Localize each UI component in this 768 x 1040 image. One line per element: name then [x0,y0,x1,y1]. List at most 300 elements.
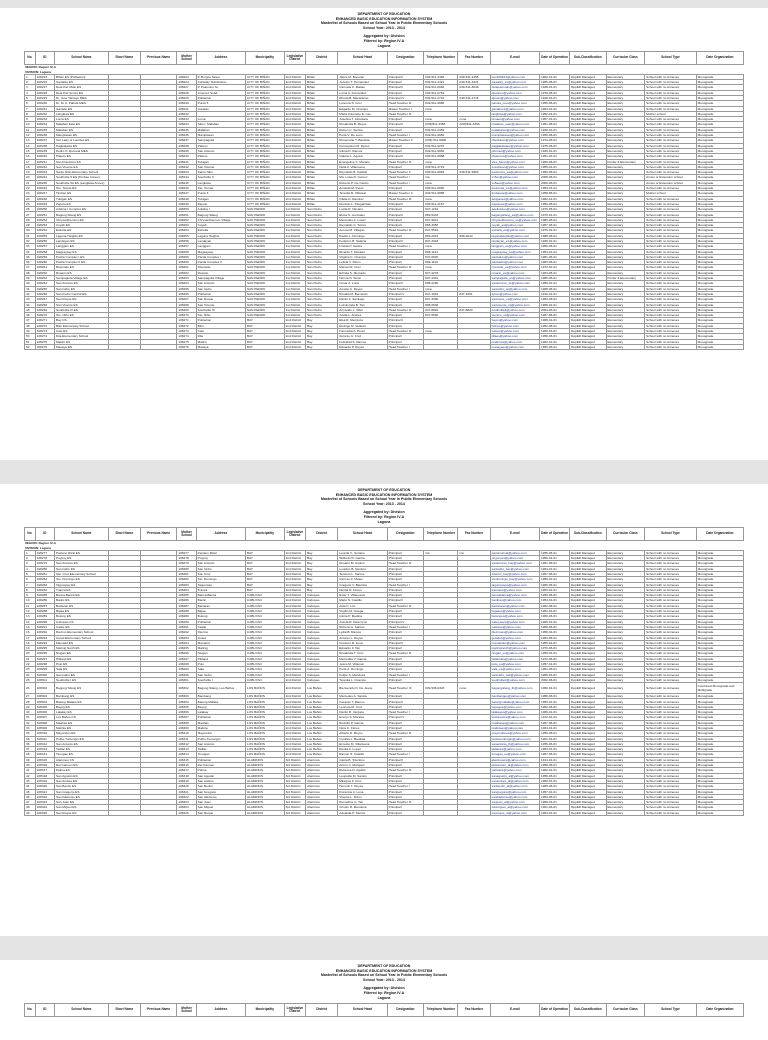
table-cell: 2nd District [284,339,305,344]
table-cell: Principal I [387,794,423,799]
table-cell: Elementary [606,598,645,603]
table-cell: 808-2290 [424,281,458,286]
table-cell: 1st District [284,212,305,217]
table-cell: 108290 [177,619,196,624]
table-cell: adelina1es@yahoo.com [490,207,539,212]
table-cell: SAN PEDRO [246,265,285,270]
table-cell: sfes_binan@yahoo.com [490,159,539,164]
table-cell: School with no Annexes [645,566,697,571]
table-cell: School with no Annexes [645,207,697,212]
table-cell: San Roque ES [55,297,109,302]
table-cell: P. Palomino St. [196,85,245,90]
table-cell: DepED Managed [570,318,606,323]
table-cell: Elementary [606,736,645,741]
table-cell: Palma [196,768,245,773]
table-cell: DepED Managed [570,159,606,164]
table-cell: DepED Managed [570,170,606,175]
table-cell: Cabuyao [306,661,338,666]
table-cell: Southville 5 [196,175,245,180]
table-cell: 108245 [35,180,54,185]
table-cell: Leonila C. Soriano [338,550,387,555]
table-cell: 1970-06-01 [540,646,570,651]
table-cell: School with no Annexes [645,609,697,614]
table-cell: DepED Managed [570,593,606,598]
table-cell: 2nd District [284,170,305,175]
table-cell: School with no Annexes [645,106,697,111]
column-header: School Name [55,528,109,541]
table-cell: Bay CS [55,318,109,323]
table-cell: Evangeline C. Manalo [338,159,387,164]
table-cell: masayaes@yahoo.com [490,344,539,349]
table-cell: Principal II [387,154,423,159]
column-header: Fax Number [458,52,490,65]
table-cell: Monograde [696,794,743,799]
table-cell: 108258 [177,249,196,254]
table-cell: 2nd District [284,101,305,106]
table-cell: 108263 [177,276,196,281]
table-cell: 108227 [35,85,54,90]
table-cell: Maahas [196,720,245,725]
table-cell: Monograde [696,201,743,206]
table-cell: School with no Annexes [645,334,697,339]
table-cell: Elementary [606,281,645,286]
table-cell: Monograde [696,789,743,794]
table-cell: Elementary [606,789,645,794]
table-cell: Mayondon ES [55,731,109,736]
table-cell: Los Baños [306,741,338,746]
table-cell: Elementary [606,117,645,122]
table-cell: School with no Annexes [645,233,697,238]
table-cell: San Miguel [196,805,245,810]
table-cell: bagongsilang_es@yahoo.com [490,212,539,217]
table-cell: Cabuyao [306,630,338,635]
table-cell: Magsaysay ES [55,249,109,254]
table-cell: 1968-06-01 [540,624,570,629]
table-cell: 51 [25,339,36,344]
table-cell: Los Baños [306,752,338,757]
table-cell: DepED Managed [570,619,606,624]
table-cell: Banca-Banca ES [55,593,109,598]
table-cell: Monograde [696,699,743,704]
table-cell: Monograde [696,117,743,122]
table-cell: CITY OF BIÑAN [246,191,285,196]
table-cell: School with no Annexes [645,254,697,259]
table-cell: Danilo R. Vergara [338,710,387,715]
table-cell: San Agustin ES [55,773,109,778]
table-cell: Monograde [696,778,743,783]
table-cell: DepED Managed [570,646,606,651]
table-cell: Dila Elementary School [55,334,109,339]
table-cell: 108260 [35,260,54,265]
table-cell: Biñan [306,196,338,201]
table-cell: 1st District [284,249,305,254]
table-cell: 108308 [177,720,196,725]
table-cell: Rosalia M. Bernardo [338,291,387,296]
table-cell: DepED Managed [570,587,606,592]
table-cell: 108253 [35,223,54,228]
table-cell: San Antonio [196,741,245,746]
table-cell: Monograde [696,223,743,228]
table-cell: Monograde [696,741,743,746]
table-cell: 1961-01-01 [540,736,570,741]
table-cell: Our Lady of Lourdes ES [55,138,109,143]
table-cell: 1960-06-01 [540,159,570,164]
table-cell: Monograde [696,784,743,789]
table-cell: 049-511-9984 [424,148,458,153]
filter-line: Filtered by: Region IV-A [363,990,405,995]
table-cell: 108307 [177,715,196,720]
table-cell: Principal I [387,667,423,672]
table-cell: School with no Annexes [645,159,697,164]
table-cell: 47 [25,318,36,323]
table-cell: 18 [25,164,36,169]
table-cell: LOS BAÑOS [246,699,285,704]
table-cell: Elsa R. Mendoza [338,318,387,323]
table-cell: 108284 [177,587,196,592]
table-cell: Dela Paz Annex ES [55,90,109,95]
table-cell: School with no Annexes [645,302,697,307]
table-cell: 049-511-8048 [424,85,458,90]
table-cell: Elementary [606,710,645,715]
table-cell: School with no Annexes [645,318,697,323]
table-row [25,683,744,694]
table-cell: malintaes@yahoo.com [490,725,539,730]
table-cell: CABUYAO [246,630,285,635]
table-cell: Elementary [606,133,645,138]
table-cell: 2nd District [284,334,305,339]
table-cell: Principal II [387,281,423,286]
table-cell: 3rd District [284,805,305,810]
table-cell: DepED Managed [570,106,606,111]
table-cell: tubiganes@yahoo.com [490,196,539,201]
table-cell: Biñan [306,95,338,100]
table-cell: 108280 [35,566,54,571]
table-cell: 14 [25,619,36,624]
table-cell: Vicente L. Dizon [338,794,387,799]
table-cell: niugan_es@yahoo.com [490,651,539,656]
table-cell: 108229 [177,95,196,100]
table-cell: 108268 [35,302,54,307]
table-cell: 108268 [177,302,196,307]
table-cell: ALAMINOS [246,800,285,805]
table-cell: Los Baños [306,710,338,715]
table-cell: 108299 [35,667,54,672]
table-cell: baclaranes@yahoo.com [490,603,539,608]
table-cell: Elementary [606,556,645,561]
table-cell: 1978-06-01 [540,90,570,95]
table-cell: DepED Managed [570,307,606,312]
table-cell: 108288 [35,609,54,614]
table-cell: 108239 [35,148,54,153]
table-cell: 1956-01-01 [540,302,570,307]
table-cell: School with no Annexes [645,635,697,640]
table-cell: 1957-01-01 [540,789,570,794]
table-cell: School with no Annexes [645,784,697,789]
table-cell: 108237 [35,138,54,143]
table-cell: CABUYAO [246,651,285,656]
table-cell: CITY OF BIÑAN [246,143,285,148]
table-cell: 10 [25,122,36,127]
table-cell: School with no Annexes [645,672,697,677]
table-cell: School with no Annexes [645,286,697,291]
table-cell: 1952-06-01 [540,323,570,328]
table-cell: n/a [424,175,458,180]
table-cell: School with no Annexes [645,778,697,783]
table-cell: Principal I [387,741,423,746]
table-cell: 1930-01-01 [540,127,570,132]
table-cell [424,810,458,815]
table-cell: Bay [306,329,338,334]
table-cell: DepED Managed [570,302,606,307]
table-cell: DepED Managed [570,556,606,561]
table-cell: Alaminos [306,810,338,815]
table-cell: Bay [306,582,338,587]
table-cell: 108324 [177,805,196,810]
table-cell: San Gregorio ES [55,789,109,794]
column-header: Date Organization [696,528,743,541]
column-header: Curricular Class [606,1004,645,1017]
table-cell: maitimes@yahoo.com [490,339,539,344]
table-cell: Biñan [306,159,338,164]
table-cell: CABUYAO [246,640,285,645]
table-cell: sanantonio_lb@yahoo.com [490,741,539,746]
table-cell: School with no Annexes [645,95,697,100]
table-cell: 108250 [177,207,196,212]
table-cell: sanildefonso@yahoo.com [490,794,539,799]
column-header: Date of Operation [540,52,570,65]
table-cell: 2nd District [284,318,305,323]
table-cell: Timugan [196,752,245,757]
header-line: ENHANCED BASIC EDUCATION INFORMATION SYSTEM [335,968,433,973]
table-cell: 108239 [177,148,196,153]
table-cell: Elementary [606,694,645,699]
table-cell: 39 [25,757,36,762]
table-cell: 1962-06-01 [540,603,570,608]
table-cell: Tubigan [196,159,245,164]
table-cell: 847-5510 [424,228,458,233]
table-cell: SAN PEDRO [246,307,285,312]
table-cell: 108312 [35,741,54,746]
table-cell: 108303 [177,694,196,699]
table-cell: DepED Managed [570,757,606,762]
table-cell: Elementary [606,651,645,656]
table-cell: 3 [25,85,36,90]
table-cell: Principal I [387,217,423,222]
table-cell: 3rd District [284,784,305,789]
table-cell: San Pedro [306,244,338,249]
table-cell: Bigaa ES [55,609,109,614]
table-cell: 2nd District [284,566,305,571]
table-cell: 22 [25,661,36,666]
table-cell: sangregorio@yahoo.com [490,789,539,794]
table-cell: 108317 [177,768,196,773]
table-cell: School with no Annexes [645,244,697,249]
table-cell: Principal I [387,260,423,265]
table-cell: Los Baños [306,747,338,752]
table-cell: 108316 [35,763,54,768]
table-cell: Elementary [606,619,645,624]
table-cell: 1956-06-01 [540,773,570,778]
table-cell: 1959-01-01 [540,577,570,582]
table-cell: 108229 [35,95,54,100]
table-cell: Los Baños [306,704,338,709]
table-cell: San Antonio [196,148,245,153]
header-line: School Year: 2013 - 2014 [363,977,405,982]
table-cell: Luzviminda B. Tan [338,302,387,307]
table-cell: Ofelia D. Ramirez [338,196,387,201]
table-cell: School with no Annexes [645,667,697,672]
table-cell: 2nd District [284,704,305,709]
table-cell: 108265 [35,286,54,291]
table-cell: DepED Managed [570,286,606,291]
table-cell: CITY OF BIÑAN [246,133,285,138]
table-cell: Butong [196,614,245,619]
column-header: Mother School [177,1004,196,1017]
table-cell: DepED Managed [570,731,606,736]
table-cell: Monograde [696,609,743,614]
table-cell: Head Teacher I [387,344,423,349]
table-cell: stacruz_bay@yahoo.com [490,571,539,576]
table-cell: 1914-01-01 [540,757,570,762]
table-cell: stotomas_es@yahoo.com [490,185,539,190]
report-page-1 [0,8,768,460]
table-cell: 108313 [177,747,196,752]
table-cell: Norma D. Sison [338,276,387,281]
table-cell: Adelina I Complex ES [55,207,109,212]
table-cell: Del Carmen [196,763,245,768]
table-cell: 108301 [177,677,196,682]
column-header: ID [35,52,54,65]
table-cell: DepED Managed [570,710,606,715]
table-cell: San Andres [196,778,245,783]
table-cell: 108233 [177,117,196,122]
table-cell: DepED Managed [570,800,606,805]
table-cell: Monograde [696,297,743,302]
table-cell: Head Teacher III [387,800,423,805]
table-cell: 108228 [35,90,54,95]
table-cell: Pedro H. Escueta MES [55,148,109,153]
table-cell: Adelina I [196,207,245,212]
table-cell: 108285 [177,593,196,598]
table-cell: 47 [25,800,36,805]
table-cell: Dila [196,334,245,339]
table-cell: Alaminos CS [55,757,109,762]
table-cell: Monograde [696,249,743,254]
table-cell: LOS BAÑOS [246,683,285,694]
table-cell: 45 [25,307,36,312]
table-cell: 847-9611 [424,217,458,222]
table-cell: BAY [246,587,285,592]
table-cell: 1955-01-01 [540,640,570,645]
table-cell: palmaes@yahoo.com [490,768,539,773]
table-cell: Principal I [387,704,423,709]
table-cell: Head Teacher III [387,731,423,736]
table-cell: Bay [306,571,338,576]
table-cell: 1957-06-01 [540,720,570,725]
table-cell: School with no Annexes [645,640,697,645]
table-cell: 108313 [35,747,54,752]
table-cell: 1950-01-01 [540,556,570,561]
table-cell: 50 [25,334,36,339]
table-cell: Head Teacher III [387,651,423,656]
table-cell: Elementary [606,223,645,228]
table-cell: pagkakaisaes@yahoo.com [490,143,539,148]
table-cell: Cabuyao [306,598,338,603]
table-cell: 108240 [35,154,54,159]
table-cell: 108279 [177,561,196,566]
table-cell: DepED Managed [570,281,606,286]
table-cell: 2nd District [284,710,305,715]
table-cell: (049) 511-9008 [424,138,458,143]
table-cell: losbanoscs@yahoo.com [490,715,539,720]
table-cell: Jovita L. Andres [338,313,387,318]
table-cell: 1962-01-01 [540,339,570,344]
table-cell: Monograde [696,154,743,159]
table-cell: 108236 [177,133,196,138]
table-cell: Mamplasan [196,133,245,138]
table-cell: Principal II [387,212,423,217]
table-cell: School with no Annexes [645,85,697,90]
table-cell: 108310 [35,731,54,736]
table-cell: Mercedes A. Santos [338,694,387,699]
table-cell: Evelyn S. Morales [338,715,387,720]
table-cell: Biñan [306,138,338,143]
table-cell: Alaminos [306,773,338,778]
table-cell: San Isidro ES [55,566,109,571]
table-cell: DepED Managed [570,297,606,302]
table-cell: School with no Annexes [645,323,697,328]
table-cell: 108292 [35,630,54,635]
table-cell: Bay [306,566,338,571]
table-cell: LOS BAÑOS [246,752,285,757]
table-cell: 2nd District [284,609,305,614]
table-cell: Elementary [606,715,645,720]
table-cell: 108245 [177,180,196,185]
table-cell: 108224 [35,80,54,85]
table-cell: Elementary [606,233,645,238]
table-cell: 44 [25,784,36,789]
table-cell [108,810,140,815]
table-cell: 1988-06-01 [540,233,570,238]
table-cell: Monograde [696,715,743,720]
table-cell: 45 [25,789,36,794]
table-cell: Los Baños CS [55,715,109,720]
table-cell: Elementary [606,127,645,132]
table-cell: 48 [25,805,36,810]
table-cell: School with no Annexes [645,196,697,201]
table-body [25,65,744,350]
table-cell: 1972-06-01 [540,656,570,661]
table-cell: Head Teacher I [387,784,423,789]
table-cell: 3 [25,561,36,566]
table-cell: 108244 [177,175,196,180]
table-cell: Principal I [387,233,423,238]
table-cell: Masaya [196,344,245,349]
table-cell: BAY [246,339,285,344]
table-cell: School with no Annexes [645,228,697,233]
table-cell: 049-511-8090 [424,185,458,190]
table-cell: 108310 [177,731,196,736]
table-cell: cabuyaocs@yahoo.com [490,619,539,624]
table-cell: sanroque_sp@yahoo.com [490,297,539,302]
column-header: School Type [645,528,697,541]
table-cell: 108311 [177,736,196,741]
table-cell: n/a [424,550,458,555]
table-cell: 2 [25,80,36,85]
table-cell: DepED Managed [570,677,606,682]
table-cell: 3rd District [284,773,305,778]
table-cell: Sitio I, Malaban [196,122,245,127]
